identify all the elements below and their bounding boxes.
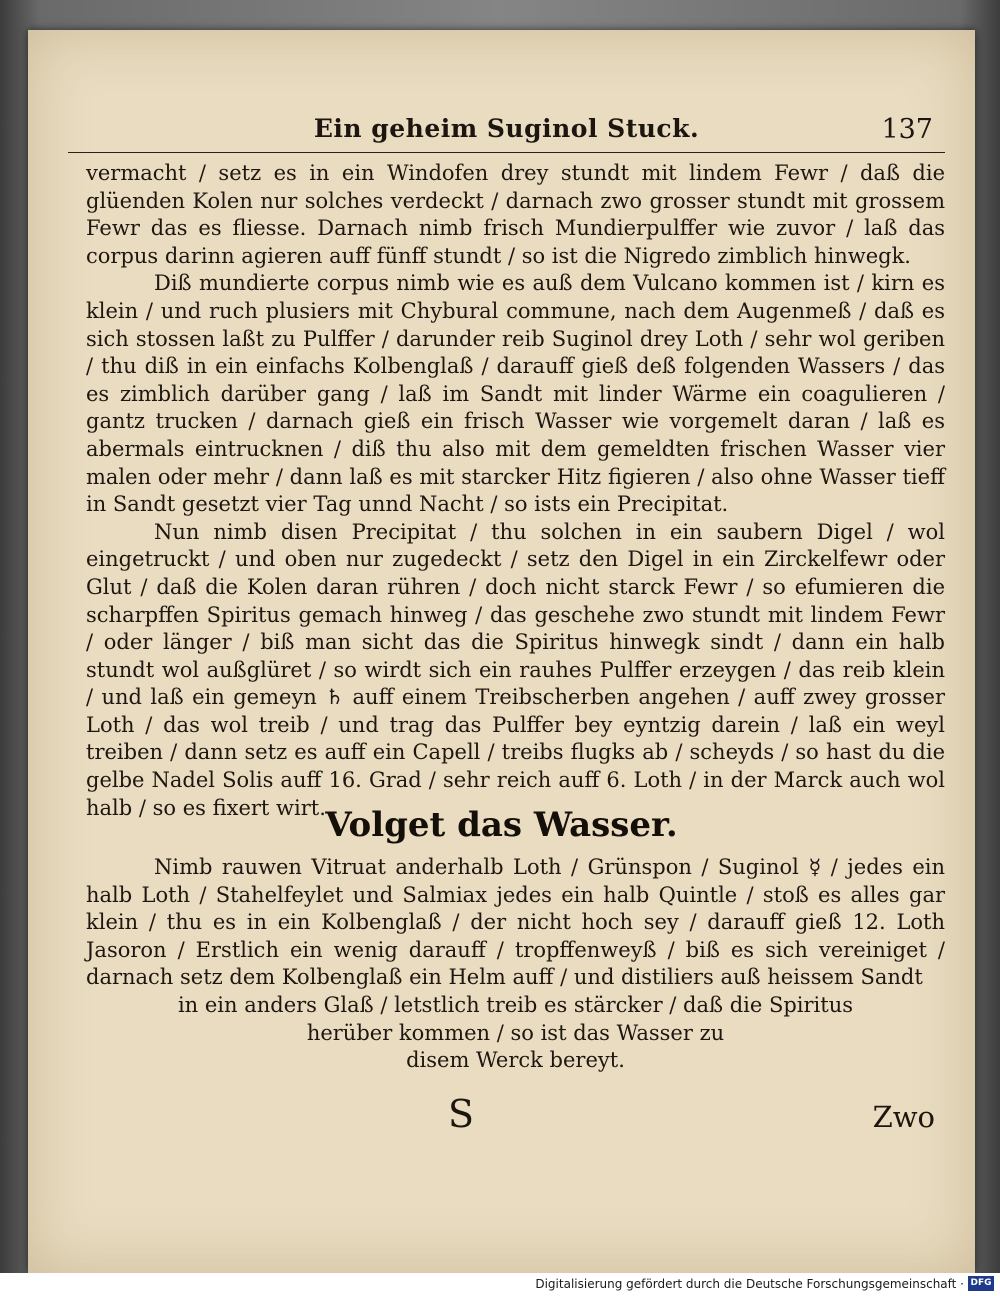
section-heading: Volget das Wasser. xyxy=(325,805,678,845)
tail-line-3: disem Werck bereyt. xyxy=(406,1048,625,1073)
funding-note: Digitalisierung gefördert durch die Deutsche Forschungsgemeinschaft · xyxy=(535,1277,964,1291)
dfg-logo-icon[interactable]: DFG xyxy=(968,1276,994,1291)
section-paragraph-tail xyxy=(86,992,945,1075)
catchword: Zwo xyxy=(872,1100,935,1134)
scanned-page xyxy=(28,30,975,1273)
paragraph-3: Nun nimb disen Precipitat / thu solchen in ein saubern Digel / wol eingetruckt / und oben nur zugedeckt / setz den Digel in ein Zirckelfewr oder Glut / daß die Kolen daran rühren / doch nicht starck Fewr / so efumieren die scharpffen Spiritus gemach hinweg / das geschehe zwo stundt mit lindem Fewr / oder länger / biß man sicht das die Spiritus hinwegk sindt / dann ein halb stundt wol außglüret / so wirdt sich ein rauhes Pulffer erzeygen / das reib klein / und laß ein gemeyn ♄ auff einem Treibscherben angehen / auff zwey grosser Loth / das wol treib / und trag das Pulffer bey eyntzig darein / laß ein weyl treiben / dann setz es auff ein Capell / treibs flugks ab / scheyds / so hast du die gelbe Nadel Solis auff 16. Grad / sehr reich auff 6. Loth / in der Marck auch wol halb / so es fixert wirt. xyxy=(86,519,945,820)
section-paragraph: Nimb rauwen Vitruat anderhalb Loth / Grünspon / Suginol ☿ / jedes ein halb Loth / Stahelfeylet und Salmiax jedes ein halb Quintle / stoß es alles gar klein / thu es in ein Kolbenglaß / der nicht hoch sey / darauff gieß 12. Loth Jasoron / Erstlich ein wenig darauff / tropffenweyß / biß es sich vereiniget / darnach setz dem Kolbenglaß ein Helm auff / und distiliers auß heissem Sandt xyxy=(86,855,945,990)
header-rule xyxy=(68,152,945,153)
page-number: 137 xyxy=(881,114,933,145)
tail-line-2: herüber kommen / so ist das Wasser zu xyxy=(306,1020,725,1045)
viewer-footer-bar xyxy=(0,1273,1000,1296)
main-text xyxy=(86,160,945,822)
paragraph-1: vermacht / setz es in ein Windofen drey stundt mit lindem Fewr / daß die glüenden Kolen nur solches verdeckt / darnach zwo grosser stundt mit grossem Fewr das es fliesse. Darnach nimb frisch Mundierpulffer wie zuvor / laß das corpus darinn agieren auff fünff stundt / so ist die Nigredo zimblich hinwegk. xyxy=(86,161,945,268)
tail-line-1: in ein anders Glaß / letstlich treib es stärcker / daß die Spiritus xyxy=(177,993,854,1017)
page-header xyxy=(68,114,945,154)
running-title: Ein geheim Suginol Stuck. xyxy=(313,114,700,143)
signature-mark: S xyxy=(448,1092,475,1136)
paragraph-2: Diß mundierte corpus nimb wie es auß dem Vulcano kommen ist / kirn es klein / und ruch plusiers mit Chybural commune, nach dem Augenmeß / daß es sich stossen laßt zu Pulffer / darunder reib Suginol drey Loth / sehr wol geriben / thu diß in ein einfachs Kolbenglaß / darauff gieß deß folgenden Wassers / das es zimblich darüber gang / laß im Sandt mit linder Wärme ein coagulieren / gantz trucken / darnach gieß ein frisch Wasser wie vorgemelt daran / laß es abermals eintrucknen / diß thu also mit dem gemeldten frischen Wasser vier malen oder mehr / dann laß es mit starcker Hitz figieren / also ohne Wasser tieff in Sandt gesetzt vier Tag unnd Nacht / so ists ein Precipitat. xyxy=(86,271,945,517)
